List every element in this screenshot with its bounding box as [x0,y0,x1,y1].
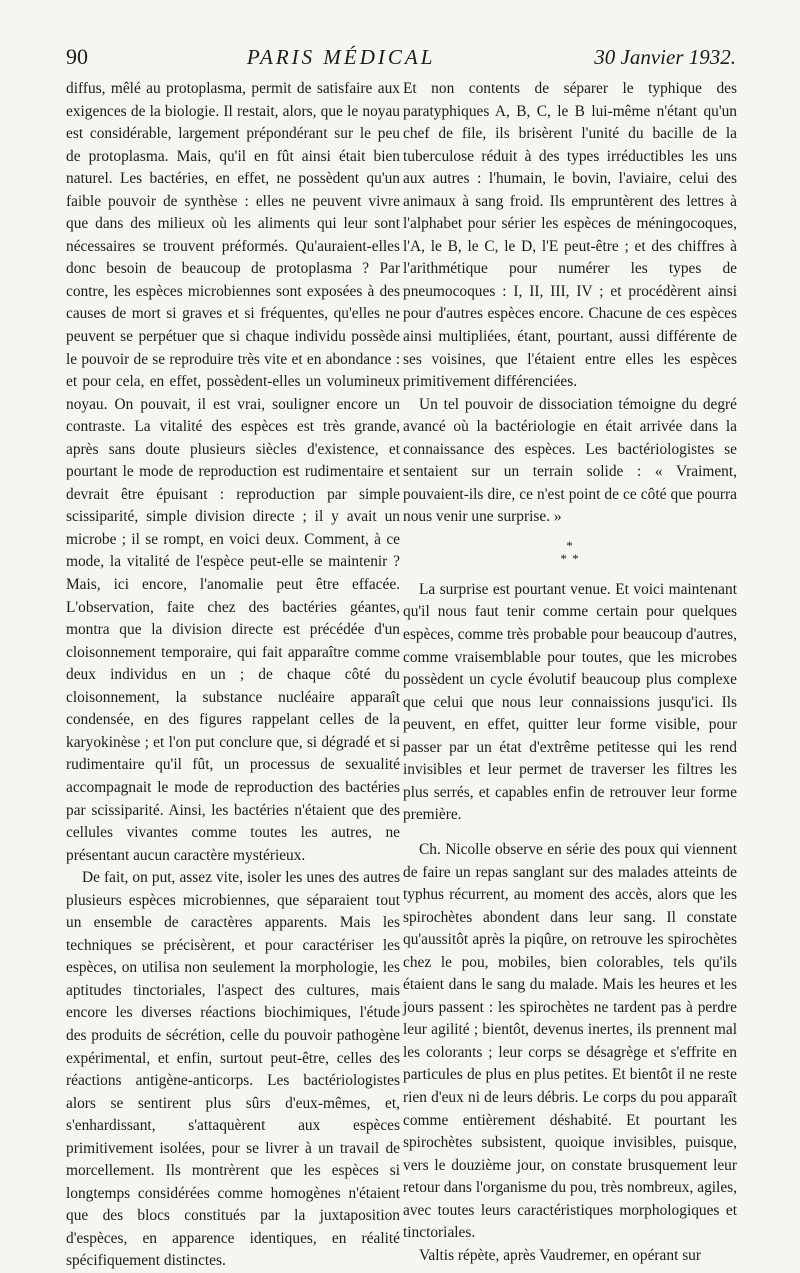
paragraph: diffus, mêlé au protoplasma, permit de satisfaire aux exigences de la biologie. Il restait, alors, que le noyau est considérable, largement prépondérant sur le peu de protoplasma. Mais, qu'il en fût ainsi était bien naturel. Les bactéries, en effet, ne possèdent qu'un faible pouvoir de synthèse : elles ne peuvent vivre que dans des milieux où les aliments qui leur sont nécessaires se trouvent préformés. Qu'auraient-elles donc besoin de beaucoup de protoplasma ? Par contre, les espèces microbiennes sont exposées à des causes de mort si graves et si fréquentes, qu'elles ne peuvent se perpétuer que si chaque individu possède le pouvoir de se reproduire très vite et en abondance : et pour cela, en effet, possèdent-elles un volumineux noyau. On pouvait, il est vrai, souligner encore un contraste. La vitalité des espèces est très grande, après sans doute plusieurs siècles d'existence, et pourtant le mode de reproduction est rudimentaire et devrait être épuisant : reproduction par simple scissiparité, simple division directe ; il y avait un microbe ; il se rompt, en voici deux. Comment, à ce mode, la vitalité de l'espèce peut-elle se maintenir ? Mais, ici encore, l'anomalie peut être effacée. L'observation, faite chez des bactéries géantes, montra que la division directe est précédée d'un cloisonnement temporaire, qui fait apparaître comme deux individus en un ; de chaque côté du cloisonnement, la substance nucléaire apparaît condensée, en des figures rappelant celles de la karyokinèse ; et l'on put conclure que, si dégradé et si rudimentaire qu'il fût, un processus de sexualité accompagnait le mode de reproduction des bactéries par scissiparité. Ainsi, les bactéries n'étaient que des cellules vivantes comme toutes les autres, ne présentant aucun caractère mystérieux. [66,80,400,864]
issue-date: 30 Janvier 1932. [594,45,736,69]
page-number: 90 [66,44,88,69]
paragraph: La surprise est pourtant venue. Et voici maintenant qu'il nous faut tenir comme certain pour quelques espèces, comme très probable pour beaucoup d'autres, comme vraisemblable pour toutes, que les microbes possèdent un cycle évolutif beaucoup plus complexe que celui que nous leur connaissions jusqu'ici. Ils peuvent, en effet, quitter leur forme visible, pour passer par un état d'extrême petitesse qui les rend invisibles et leur permet de traverser les filtres les plus serrés, et capables enfin de retrouver leur forme première. [403,580,737,824]
left-column [66,78,400,1273]
right-column [403,78,737,1267]
journal-title: PARIS MÉDICAL [246,45,436,69]
paragraph: Ch. Nicolle observe en série des poux qui viennent de faire un repas sanglant sur des malades atteints de typhus récurrent, au moment des accès, alors que les spirochètes abondent dans leur sang. Il constate qu'aussitôt après la piqûre, on retrouve les spirochètes chez le pou, mobiles, bien colorables, tels qu'ils étaient dans le sang du malade. Mais les heures et les jours passent : les spirochètes ne tardent pas à perdre leur agilité ; bientôt, devenus inertes, ils prennent mal les colorants ; leur corps se désagrège et s'effrite en particules de plus en plus petites. Et bientôt il ne reste rien d'eux ni de leurs débris. Le corps du pou apparaît comme entièrement déshabité. Et pourtant les spirochètes subsistent, quoique invisibles, puisque, vers le douzième jour, on constate brusquement leur retour dans l'organisme du pou, très nombreux, agiles, avec toutes leurs caractéristiques morphologiques et tinctoriales. [403,840,737,1242]
paragraph: Valtis répète, après Vaudremer, en opérant sur [419,1246,702,1264]
running-header [66,44,736,76]
paragraph: Et non contents de séparer le typhique des paratyphiques A, B, C, le B lui-même n'étant qu'un chef de file, ils brisèrent l'unité du bacille de la tuberculose réduit à des types irréductibles les uns aux autres : l'humain, le bovin, l'aviaire, celui des animaux à sang froid. Ils empruntèrent des lettres à l'alphabet pour sérier les espèces de méningocoques, l'A, le B, le C, le D, l'E peut-être ; et des chiffres à l'arithmétique pour numérer les types de pneumocoques : I, II, III, IV ; et procédèrent ainsi pour d'autres espèces encore. Chacune de ces espèces ainsi multipliées, étant, pourtant, aussi différente de ses voisines, que l'étaient entre elles les espèces primitivement différenciées. [403,80,737,391]
asterism-top: * [566,537,574,553]
paragraph: Un tel pouvoir de dissociation témoigne du degré avancé où la bactériologie en était arrivée dans la connaissance des espèces. Les bactériologistes se sentaient sur un terrain solide : « Vraiment, pouvaient-ils dire, ce n'est point de ce côté que pourra nous venir une surprise. » [403,395,737,526]
section-separator-asterism [403,539,737,565]
asterism-bottom: * * [560,550,580,566]
paragraph: De fait, on put, assez vite, isoler les unes des autres plusieurs espèces microbiennes, que séparaient tout un ensemble de caractères apparents. Mais les techniques se précisèrent, et pour caractériser les espèces, on utilisa non seulement la morphologie, les aptitudes tinctoriales, l'aspect des cultures, mais encore les diverses réactions biochimiques, l'étude des produits de sécrétion, celle du pouvoir pathogène expérimental, et enfin, surtout peut-être, celles des réactions antigène-anticorps. Les bactériologistes alors se sentirent plus sûrs d'eux-mêmes, et, s'enhardissant, s'attaquèrent aux espèces primitivement isolées, pour se livrer à un travail de morcellement. Ils montrèrent que les espèces si longtemps considérées comme homogènes n'étaient que des blocs constitués par la juxtaposition d'espèces, en apparence identiques, en réalité spécifiquement distinctes. [66,869,400,1270]
